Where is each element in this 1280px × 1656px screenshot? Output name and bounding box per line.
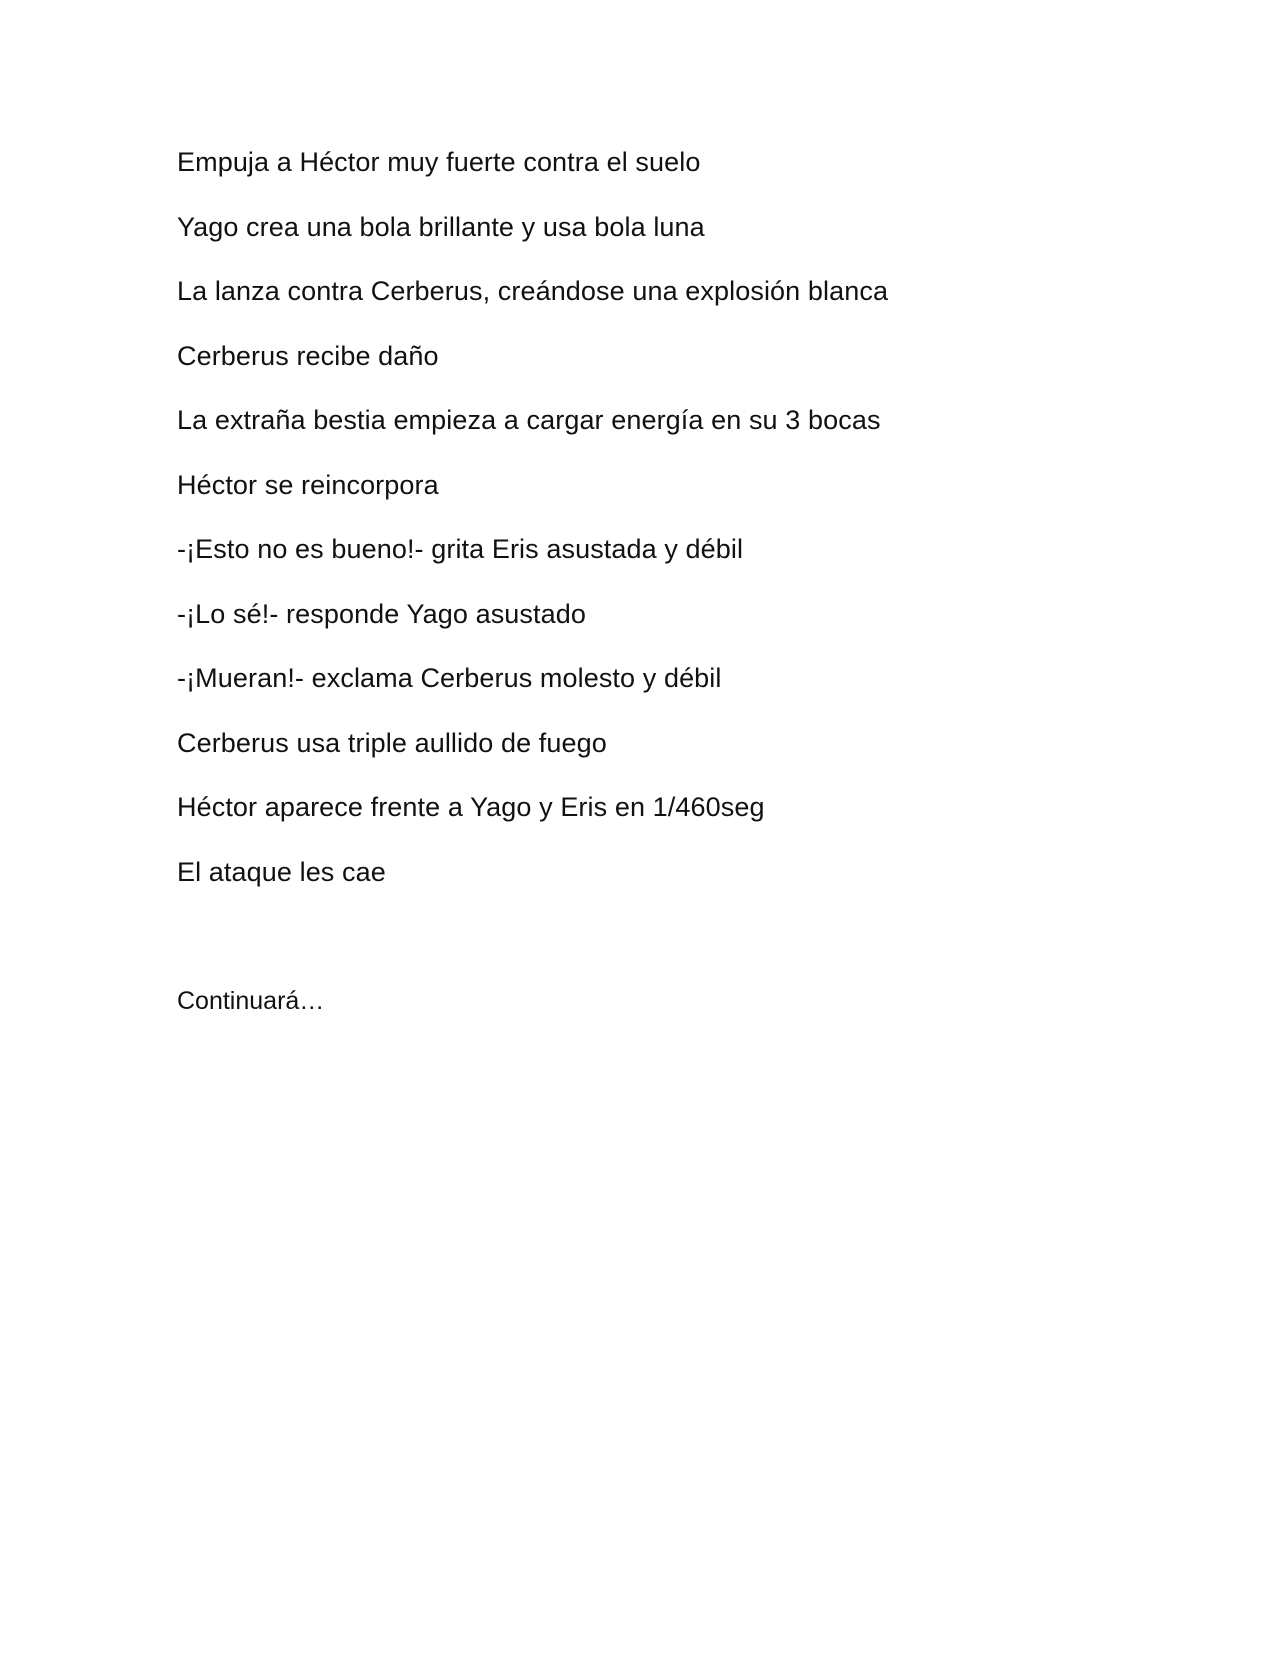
paragraph-line: -¡Mueran!- exclama Cerberus molesto y débil	[177, 663, 722, 693]
paragraph-line: Empuja a Héctor muy fuerte contra el suelo	[177, 147, 701, 177]
paragraph-line: -¡Lo sé!- responde Yago asustado	[177, 598, 586, 629]
document-body	[177, 145, 1137, 1042]
paragraph-line: La extraña bestia empieza a cargar energía en su 3 bocas	[177, 405, 881, 435]
paragraph-line: Héctor aparece frente a Yago y Eris en 1/460seg	[177, 792, 765, 822]
paragraph-line: El ataque les cae	[177, 856, 386, 887]
ending-line: Continuará…	[177, 986, 325, 1015]
paragraph-line: Héctor se reincorpora	[177, 469, 439, 500]
paragraph-line: Cerberus usa triple aullido de fuego	[177, 727, 607, 758]
paragraph-line: La lanza contra Cerberus, creándose una explosión blanca	[177, 276, 889, 306]
paragraph-line: Yago crea una bola brillante y usa bola luna	[177, 211, 705, 242]
paragraph-line: Cerberus recibe daño	[177, 340, 439, 371]
paragraph-line: -¡Esto no es bueno!- grita Eris asustada y débil	[177, 534, 744, 564]
